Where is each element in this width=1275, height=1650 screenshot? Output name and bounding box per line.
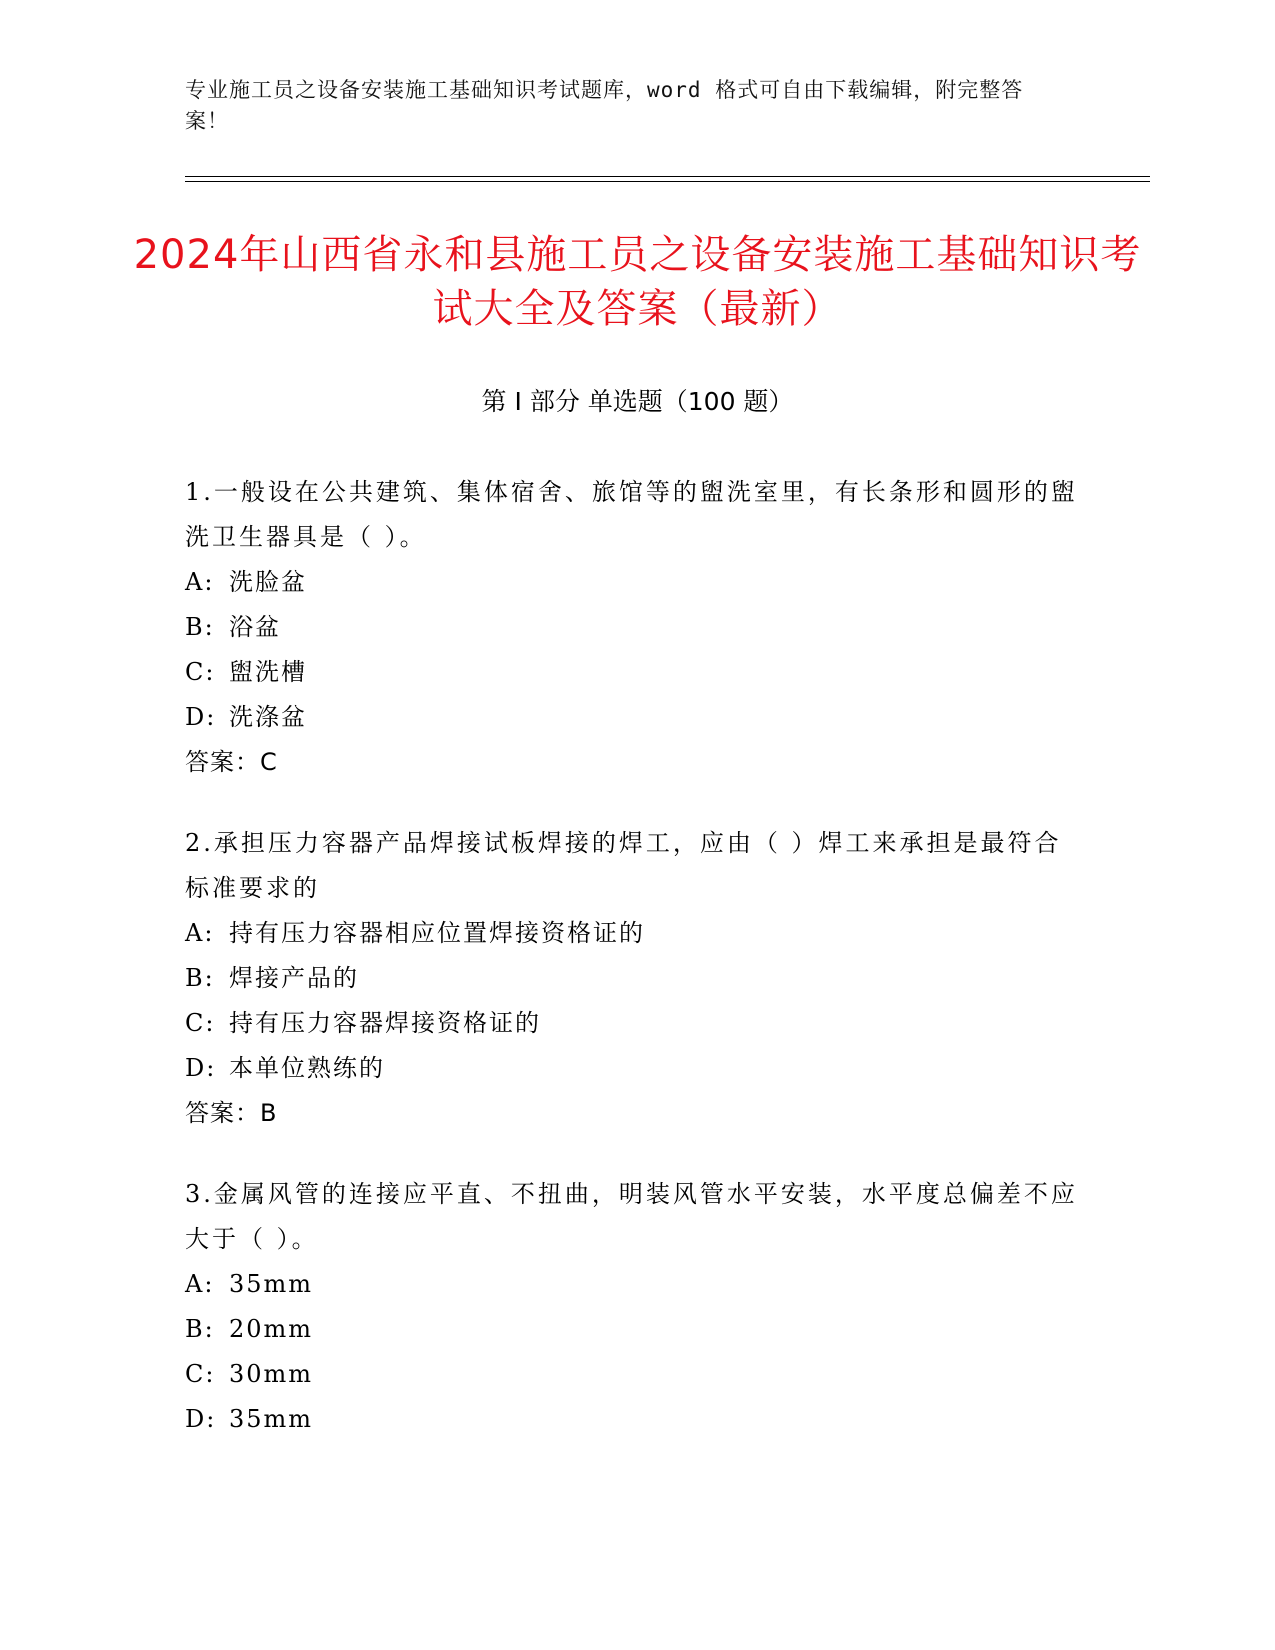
question-option <box>185 956 1085 1001</box>
question-item <box>185 470 1085 785</box>
question-option <box>185 1397 1085 1442</box>
question-answer: 答案：C <box>185 748 278 776</box>
question-option <box>185 911 1085 956</box>
question-option <box>185 1262 1085 1307</box>
option-key: B: <box>185 964 215 992</box>
option-text: 35mm <box>229 1270 314 1298</box>
header-note: 专业施工员之设备安装施工基础知识考试题库，word 格式可自由下载编辑，附完整答案！ <box>185 78 1024 133</box>
option-text: 焊接产品的 <box>229 964 359 992</box>
option-key: D: <box>185 1405 217 1433</box>
option-text: 35mm <box>229 1405 314 1433</box>
question-stem: 2.承担压力容器产品焊接试板焊接的焊工，应由（ ）焊工来承担是最符合标准要求的 <box>185 829 1062 902</box>
option-key: C: <box>185 1360 216 1388</box>
option-text: 20mm <box>229 1315 314 1343</box>
question-list <box>185 470 1085 1478</box>
option-key: A: <box>185 568 215 596</box>
question-option <box>185 1001 1085 1046</box>
question-item <box>185 821 1085 1136</box>
option-text: 洗脸盆 <box>229 568 307 596</box>
question-option <box>185 650 1085 695</box>
question-option <box>185 1352 1085 1397</box>
option-key: B: <box>185 1315 215 1343</box>
option-text: 盥洗槽 <box>229 658 307 686</box>
header-divider-bottom <box>185 181 1150 182</box>
question-stem: 3.金属风管的连接应平直、不扭曲，明装风管水平安装，水平度总偏差不应大于（ ）。 <box>185 1180 1078 1253</box>
option-key: B: <box>185 613 215 641</box>
question-option <box>185 605 1085 650</box>
header-divider-top <box>185 176 1150 177</box>
option-text: 持有压力容器相应位置焊接资格证的 <box>229 919 645 947</box>
question-option <box>185 1307 1085 1352</box>
option-key: D: <box>185 1054 217 1082</box>
question-answer: 答案：B <box>185 1099 278 1127</box>
option-key: C: <box>185 658 216 686</box>
option-text: 本单位熟练的 <box>229 1054 385 1082</box>
question-option <box>185 560 1085 605</box>
option-key: A: <box>185 1270 215 1298</box>
question-stem: 1.一般设在公共建筑、集体宿舍、旅馆等的盥洗室里，有长条形和圆形的盥洗卫生器具是（ ）。 <box>185 478 1078 551</box>
option-key: A: <box>185 919 215 947</box>
question-option <box>185 1046 1085 1091</box>
section-title: 第 I 部分 单选题（100 题） <box>481 387 794 416</box>
option-key: C: <box>185 1009 216 1037</box>
option-text: 持有压力容器焊接资格证的 <box>229 1009 541 1037</box>
option-text: 30mm <box>229 1360 314 1388</box>
question-option <box>185 695 1085 740</box>
option-text: 洗涤盆 <box>229 703 307 731</box>
option-key: D: <box>185 703 217 731</box>
document-title: 2024年山西省永和县施工员之设备安装施工基础知识考试大全及答案（最新） <box>133 232 1142 332</box>
option-text: 浴盆 <box>229 613 281 641</box>
question-item <box>185 1172 1085 1442</box>
